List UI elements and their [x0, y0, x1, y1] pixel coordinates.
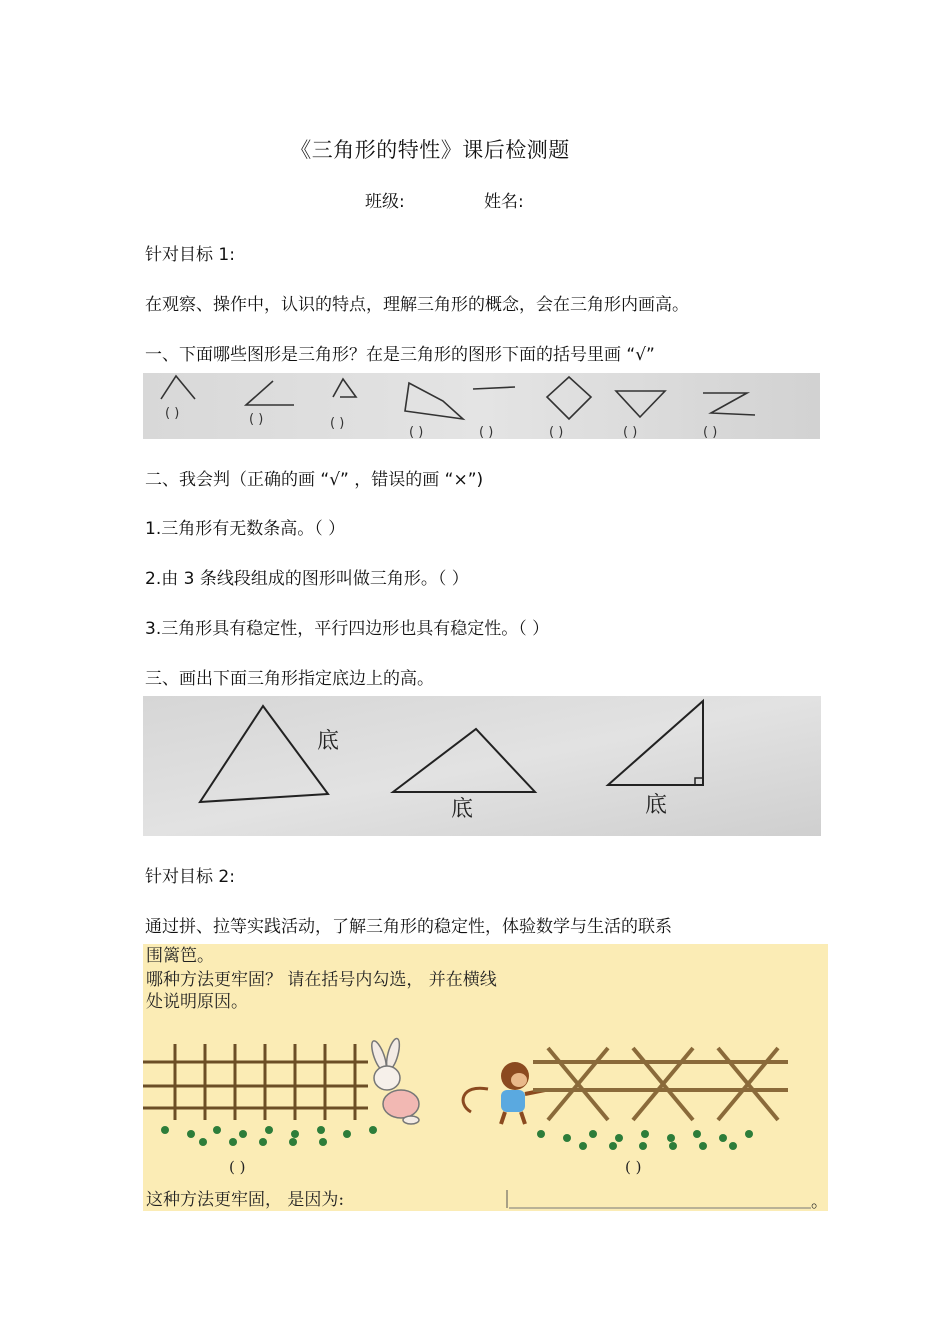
shapes-photo: [143, 373, 820, 439]
fence-line-3: 处说明原因。: [146, 992, 248, 1012]
class-label: 班级:: [365, 192, 405, 212]
q1-text: 一、下面哪些图形是三角形？在是三角形的图形下面的括号里画 “√”: [145, 345, 655, 365]
paren-3: ( ): [330, 416, 345, 431]
fence-line-2: 哪种方法更牢固？ 请在括号内勾选， 并在横线: [146, 970, 497, 990]
fence-line-1: 围篱笆。: [146, 946, 214, 966]
fence-paren-left: ( ): [229, 1158, 246, 1176]
base-label-2: 底: [451, 797, 474, 822]
paren-7: ( ): [623, 425, 638, 439]
triangles-photo: [143, 696, 821, 836]
paren-2: ( ): [249, 412, 264, 427]
paren-1: ( ): [165, 406, 180, 421]
q2-item-3: 3.三角形具有稳定性，平行四边形也具有稳定性。（ ）: [145, 619, 550, 639]
answer-end: 。: [811, 1192, 828, 1211]
base-label-3: 底: [645, 793, 668, 818]
target1-heading: 针对目标 1:: [145, 245, 235, 265]
base-label-1: 底: [317, 729, 340, 754]
paren-8: ( ): [703, 425, 718, 439]
q2-text: 二、我会判（正确的画 “√” ，错误的画 “×”): [145, 470, 484, 490]
q2-item-1: 1.三角形有无数条高。（ ）: [145, 519, 346, 539]
name-label: 姓名:: [484, 192, 524, 212]
target1-goal: 在观察、操作中，认识的特点，理解三角形的概念，会在三角形内画高。: [145, 295, 689, 315]
paren-4: ( ): [409, 425, 424, 439]
target2-goal: 通过拼、拉等实践活动，了解三角形的稳定性，体验数学与生活的联系: [145, 917, 672, 937]
paren-5: ( ): [479, 425, 494, 439]
target2-heading: 针对目标 2:: [145, 867, 235, 887]
fence-illustration: [143, 944, 828, 1211]
q2-item-2: 2.由 3 条线段组成的图形叫做三角形。（ ）: [145, 569, 469, 589]
paren-6: ( ): [549, 425, 564, 439]
fence-paren-right: ( ): [625, 1158, 642, 1176]
page-title: 《三角形的特性》课后检测题: [290, 138, 570, 162]
answer-prompt: 这种方法更牢固， 是因为:: [146, 1190, 345, 1210]
q3-text: 三、画出下面三角形指定底边上的高。: [145, 669, 434, 689]
